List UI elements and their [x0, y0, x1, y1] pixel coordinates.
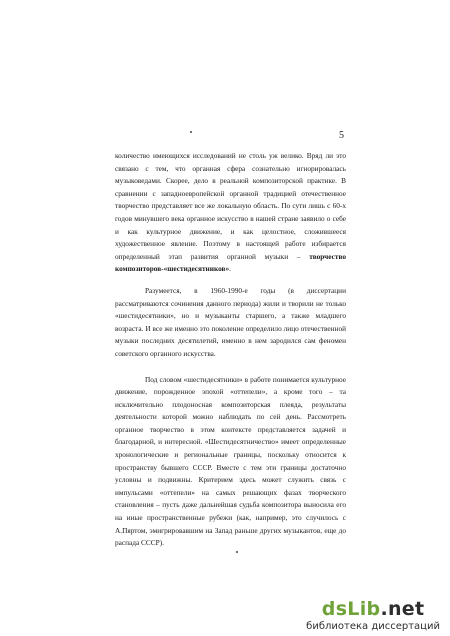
- paragraph-text: количество имеющихся исследований не столь уж велико. Вряд ли это связано с тем, что органная сфера сознательно игнорировалась музыковедами. Скорее, дело в реальной композиторской практике. В сравнении с западноевропейской органной традицией отечественное творчество представляет все же локальную область. По сути лишь с 60-х годов минувшего века органное искусство в нашей стране заявило о себе и как культурное движение, и как целостное, сложившееся художественное явление. Поэтому в настоящей работе избирается определенный этап развития органной музыки –: [115, 151, 346, 261]
- paragraph-emphasis: творчество композиторов-«шестидесятников»: [115, 251, 346, 274]
- watermark-subtitle: библиотека диссертаций: [306, 621, 440, 632]
- page-number: 5: [339, 130, 344, 141]
- watermark-brand-main: dsLib: [321, 598, 381, 620]
- paragraph-text: Разумеется, в 1960-1990-е годы (в диссертации рассматриваются сочинения данного периода) жили и творили не только «шестидесятники», но и музыканты старшего, а также младшего возраста. И все же именно это поколение определило лицо отечественной музыки последних десятилетий, именно в нем зародился сам феномен советского органного искусства.: [115, 285, 346, 358]
- watermark-brand: [306, 599, 440, 620]
- watermark-brand-tld: .net: [380, 598, 425, 620]
- paragraph-text: .: [229, 264, 231, 274]
- paragraph: [115, 285, 346, 361]
- scan-speck: [236, 551, 238, 553]
- watermark-logo[interactable]: [306, 599, 440, 632]
- document-body: [115, 150, 346, 550]
- paragraph: [115, 374, 346, 550]
- paragraph: [115, 150, 346, 276]
- paragraph-text: Под словом «шестидесятники» в работе понимается культурное движение, порожденное эпохой «оттепели», а кроме того – та исключительно плодоносная композиторская плеяда, результаты деятельности которой можно наблюдать по сей день. Рассмотреть органное творчество в этом контексте представляется задачей и благодарной, и интересной. «Шестидесятничество» имеет определенные хронологические и региональные границы, поскольку относится к пространству бывшего СССР. Вместе с тем эти границы достаточно условны и подвижны. Критерием здесь может служить связь с импульсами «оттепели» на самых решающих фазах творческого становления – пусть даже дальнейшая судьба композитора выносила его на иные пространственные рубежи (как, например, это случилось с А.Пяртом, эмигрировавшим на Запад раньше других музыкантов, еще до распада СССР).: [115, 374, 346, 548]
- scan-speck: [190, 131, 192, 133]
